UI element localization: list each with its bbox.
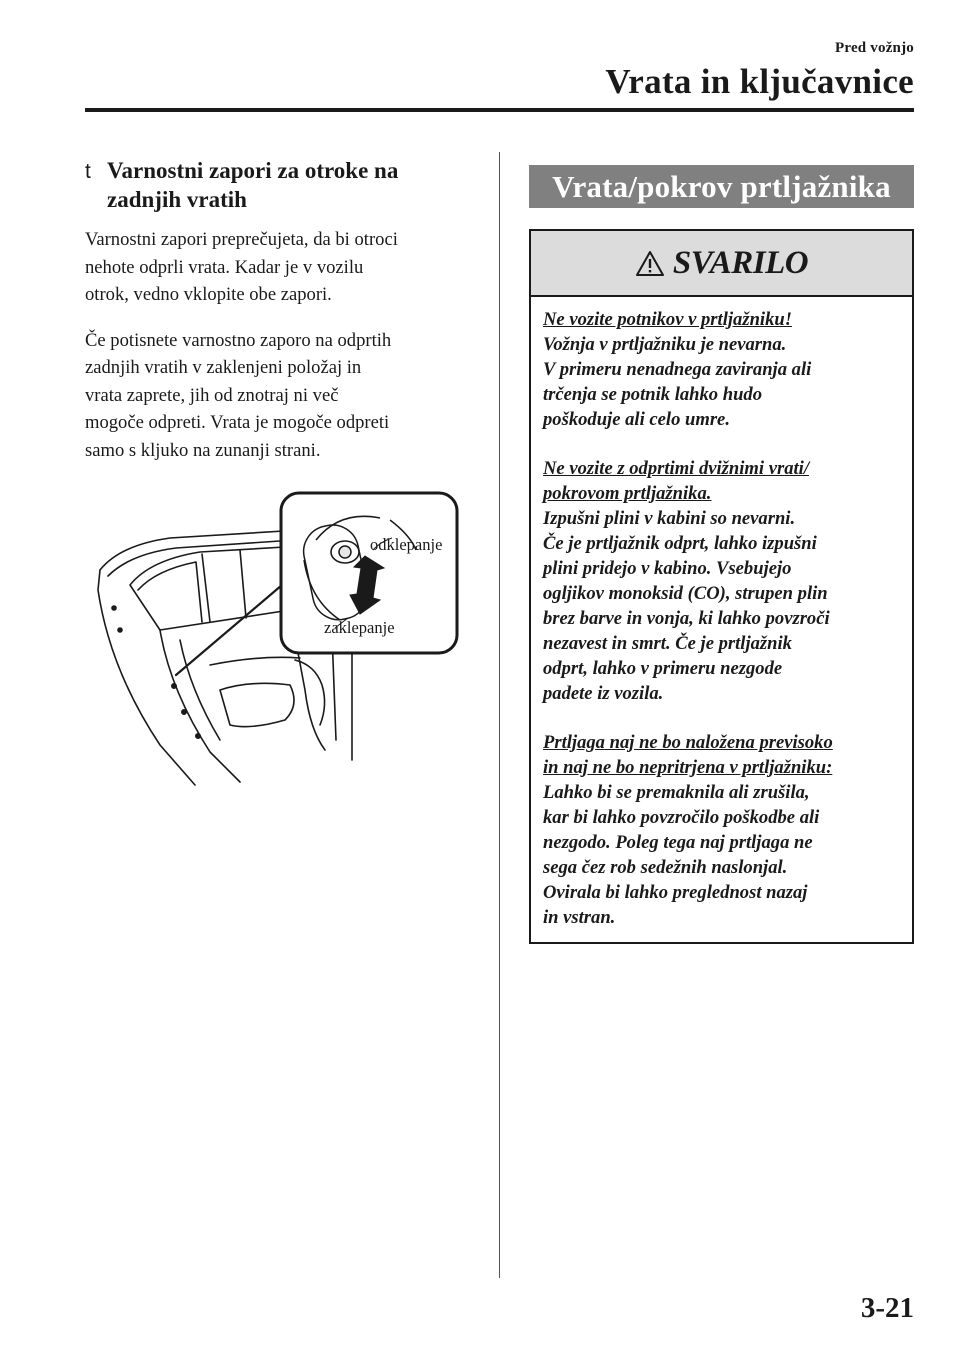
warning-item-text: padete iz vozila. bbox=[543, 683, 664, 704]
warning-item-text: poškoduje ali celo umre. bbox=[543, 409, 730, 430]
warning-box bbox=[529, 229, 914, 944]
warning-item-heading: Ne vozite potnikov v prtljažniku! bbox=[543, 309, 792, 330]
chapter-title: Vrata in ključavnice bbox=[605, 62, 914, 101]
warning-item-text: ogljikov monoksid (CO), strupen plin bbox=[543, 583, 828, 604]
header-rule bbox=[85, 108, 914, 112]
section-banner: Vrata/pokrov prtljažnika bbox=[529, 165, 914, 208]
warning-item bbox=[543, 307, 898, 432]
paragraph-line: Varnostni zapori preprečujeta, da bi otroci bbox=[85, 229, 398, 250]
body-paragraph bbox=[85, 327, 485, 465]
warning-header bbox=[531, 231, 912, 297]
paragraph-line: mogoče odpreti. Vrata je mogoče odpreti bbox=[85, 412, 390, 433]
warning-item-text: in vstran. bbox=[543, 907, 616, 928]
warning-item-text: Vožnja v prtljažniku je nevarna. bbox=[543, 334, 787, 355]
warning-item bbox=[543, 456, 898, 706]
warning-item-heading: Prtljaga naj ne bo naložena previsoko bbox=[543, 732, 833, 753]
warning-item-text: nezgodo. Poleg tega naj prtljaga ne bbox=[543, 832, 813, 853]
right-column bbox=[529, 165, 914, 944]
warning-item bbox=[543, 730, 898, 930]
warning-item-text: Ovirala bi lahko preglednost nazaj bbox=[543, 882, 808, 903]
door-lock-illustration bbox=[90, 490, 460, 790]
paragraph-line: Če potisnete varnostno zaporo na odprtih bbox=[85, 329, 392, 351]
warning-triangle-icon bbox=[635, 250, 665, 277]
column-divider bbox=[499, 152, 500, 1278]
left-column bbox=[85, 156, 485, 464]
paragraph-line: zadnjih vratih v zaklenjeni položaj in bbox=[85, 357, 362, 378]
warning-item-heading: in naj ne bo nepritrjena v prtljažniku: bbox=[543, 757, 833, 778]
page-number: 3-21 bbox=[860, 1292, 914, 1324]
warning-item-text: V primeru nenadnega zaviranja ali bbox=[543, 359, 812, 380]
warning-item-text: Izpušni plini v kabini so nevarni. bbox=[543, 508, 796, 529]
warning-item-text: Če je prtljažnik odprt, lahko izpušni bbox=[543, 533, 817, 554]
chapter-subtitle: Pred vožnjo bbox=[835, 40, 914, 56]
label-lock: zaklepanje bbox=[324, 618, 395, 637]
section-heading bbox=[85, 156, 485, 214]
door-armrest bbox=[220, 683, 294, 726]
warning-item-text: Lahko bi se premaknila ali zrušila, bbox=[543, 782, 810, 803]
body-paragraph bbox=[85, 226, 485, 309]
warning-item-text: brez barve in vonja, ki lahko povzroči bbox=[543, 608, 830, 629]
warning-item-text: plini pridejo v kabino. Vsebujejo bbox=[543, 558, 792, 579]
warning-item-heading: pokrovom prtljažnika. bbox=[543, 483, 712, 504]
warning-item-heading: Ne vozite z odprtimi dvižnimi vrati/ bbox=[543, 458, 809, 479]
paragraph-line: otrok, vedno vklopite obe zapori. bbox=[85, 284, 332, 305]
paragraph-line: samo s kljuko na zunanji strani. bbox=[85, 439, 321, 461]
section-bullet: t bbox=[85, 160, 91, 183]
warning-item-text: sega čez rob sedežnih naslonjal. bbox=[543, 857, 788, 878]
door-illustration-svg bbox=[90, 490, 460, 790]
door-front-edge bbox=[98, 570, 195, 785]
paragraph-line: nehote odprli vrata. Kadar je v vozilu bbox=[85, 256, 364, 278]
warning-item-text: kar bi lahko povzročilo poškodbe ali bbox=[543, 807, 820, 828]
section-heading-line: zadnjih vratih bbox=[107, 187, 247, 212]
warning-body bbox=[531, 297, 912, 942]
label-unlock: odklepanje bbox=[370, 535, 443, 554]
warning-item-text: nezavest in smrt. Če je prtljažnik bbox=[543, 633, 792, 654]
warning-item-text: trčenja se potnik lahko hudo bbox=[543, 384, 763, 405]
warning-item-text: odprt, lahko v primeru nezgode bbox=[543, 658, 783, 679]
paragraph-line: vrata zaprete, jih od znotraj ni več bbox=[85, 384, 339, 406]
warning-title: SVARILO bbox=[672, 244, 809, 281]
section-heading-line: Varnostni zapori za otroke na bbox=[107, 158, 399, 183]
